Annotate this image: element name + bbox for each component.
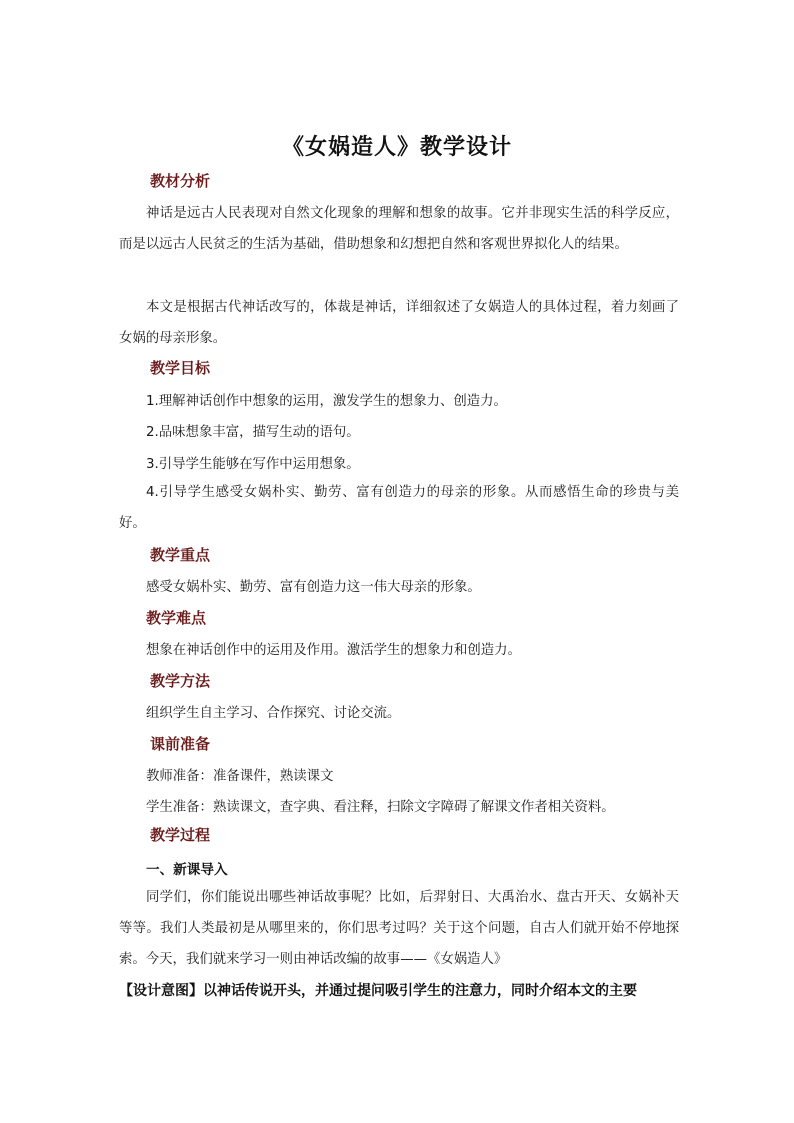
heading-material-analysis: 教材分析 <box>150 172 211 190</box>
goal-item-1: 1.理解神话创作中想象的运用，激发学生的想象力、创造力。 <box>146 394 507 409</box>
methods-text: 组织学生自主学习、合作探究、讨论交流。 <box>146 706 401 721</box>
heading-preparation: 课前准备 <box>150 735 211 753</box>
paragraph-material-1: 神话是远古人民表现对自然文化现象的理解和想象的故事。它并非现实生活的科学反应，而是以远古人民贫乏的生活为基础，借助想象和幻想把自然和客观世界拟化人的结果。 <box>119 206 679 252</box>
difficulties-text: 想象在神话创作中的运用及作用。激活学生的想象力和创造力。 <box>146 643 521 658</box>
paragraph-intro: 同学们，你们能说出哪些神话故事呢？比如，后羿射日、大禹治水、盘古开天、女娲补天等等。我们人类最初是从哪里来的，你们思考过吗？关于这个问题，自古人们就开始不停地探索。今天，我们就来学习一则由神话改编的故事——《女娲造人》 <box>119 890 679 967</box>
heading-process: 教学过程 <box>150 826 211 844</box>
heading-teaching-goals: 教学目标 <box>150 359 211 377</box>
key-points-text: 感受女娲朴实、勤劳、富有创造力这一伟大母亲的形象。 <box>146 580 481 595</box>
heading-difficulties: 教学难点 <box>146 609 207 627</box>
goal-item-4: 4.引导学生感受女娲朴实、勤劳、富有创造力的母亲的形象。从而感悟生命的珍贵与美好。 <box>119 485 679 531</box>
student-preparation: 学生准备：熟读课文，查字典、看注释，扫除文字障碍了解课文作者相关资料。 <box>146 800 615 815</box>
paragraph-material-2: 本文是根据古代神话改写的，体裁是神话，详细叙述了女娲造人的具体过程，着力刻画了女娲的母亲形象。 <box>119 300 679 346</box>
goal-item-2: 2.品味想象丰富，描写生动的语句。 <box>146 425 360 440</box>
subheading-new-lesson-intro: 一、新课导入 <box>146 862 228 878</box>
heading-methods: 教学方法 <box>150 672 211 690</box>
document-title: 《女娲造人》教学设计 <box>281 134 512 160</box>
goal-item-3: 3.引导学生能够在写作中运用想象。 <box>146 457 360 472</box>
teacher-preparation: 教师准备：准备课件，熟读课文 <box>146 769 334 784</box>
design-intent: 【设计意图】以神话传说开头，并通过提问吸引学生的注意力，同时介绍本文的主要 <box>119 983 637 999</box>
heading-key-points: 教学重点 <box>150 546 211 564</box>
